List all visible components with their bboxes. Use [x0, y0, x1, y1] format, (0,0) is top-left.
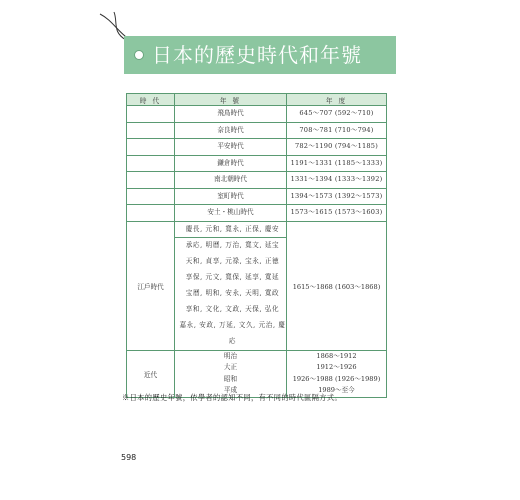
table-row: [127, 205, 387, 222]
edo-era-line: 天和, 貞享, 元祿, 宝永, 正徳: [175, 254, 287, 270]
table-row: [127, 139, 387, 156]
table-row: [127, 188, 387, 205]
kindai-era-name: 昭和: [175, 374, 287, 386]
header-year: 年 度: [287, 94, 387, 106]
table-row-edo: [127, 221, 387, 238]
period-range: 1331～1394 (1333～1392): [287, 172, 387, 189]
header-era-name: 年 號: [175, 94, 287, 106]
kindai-era-name: 平成: [175, 385, 287, 397]
period-name: 飛鳥時代: [175, 106, 287, 123]
edo-era-line: 宝曆, 明和, 安永, 天明, 寬政: [175, 286, 287, 302]
period-name: 平安時代: [175, 139, 287, 156]
kindai-era-name: 大正: [175, 362, 287, 374]
era-table: [126, 93, 387, 398]
punch-hole-icon: [134, 50, 144, 60]
period-name: 室町時代: [175, 188, 287, 205]
kindai-era-range: 1926～1988 (1926～1989): [287, 374, 387, 386]
table-row: [127, 122, 387, 139]
kindai-era-range: 1868～1912: [287, 350, 387, 362]
table-row-kindai: [127, 350, 387, 362]
period-name: 南北朝時代: [175, 172, 287, 189]
kindai-era-name: 明治: [175, 350, 287, 362]
edo-era-line: 慶長, 元和, 寬永, 正保, 慶安: [175, 221, 287, 238]
period-range: 645～707 (592～710): [287, 106, 387, 123]
table-header-row: [127, 94, 387, 106]
period-name: 安土・桃山時代: [175, 205, 287, 222]
kindai-era-range: 1912～1926: [287, 362, 387, 374]
edo-era-line: 承応, 明曆, 万治, 寬文, 延宝: [175, 238, 287, 254]
kindai-era-range: 1989～至今: [287, 385, 387, 397]
kindai-period-label: 近代: [127, 350, 175, 397]
period-range: 782～1190 (794～1185): [287, 139, 387, 156]
table-row: [127, 172, 387, 189]
table-row: [127, 106, 387, 123]
edo-era-line: 嘉永, 安政, 万延, 文久, 元治, 慶応: [175, 318, 287, 350]
period-range: 1191～1331 (1185～1333): [287, 155, 387, 172]
edo-period-label: 江戶時代: [127, 221, 175, 350]
period-range: 1394～1573 (1392～1573): [287, 188, 387, 205]
period-range: 1573～1615 (1573～1603): [287, 205, 387, 222]
page-number: 598: [121, 453, 137, 462]
page-title: 日本的歷史時代和年號: [152, 43, 362, 67]
period-name: 奈良時代: [175, 122, 287, 139]
edo-range: 1615～1868 (1603～1868): [287, 221, 387, 350]
edo-era-line: 享保, 元文, 寬保, 延享, 寬延: [175, 270, 287, 286]
edo-era-line: 享和, 文化, 文政, 天保, 弘化: [175, 302, 287, 318]
title-bar: [124, 36, 396, 74]
header-period: 時 代: [127, 94, 175, 106]
period-name: 鎌倉時代: [175, 155, 287, 172]
table-row: [127, 155, 387, 172]
footnote: ※日本的歷史年號，依學者的認知不同，有不同的時代區隔方式。: [122, 393, 343, 402]
period-range: 708～781 (710～794): [287, 122, 387, 139]
